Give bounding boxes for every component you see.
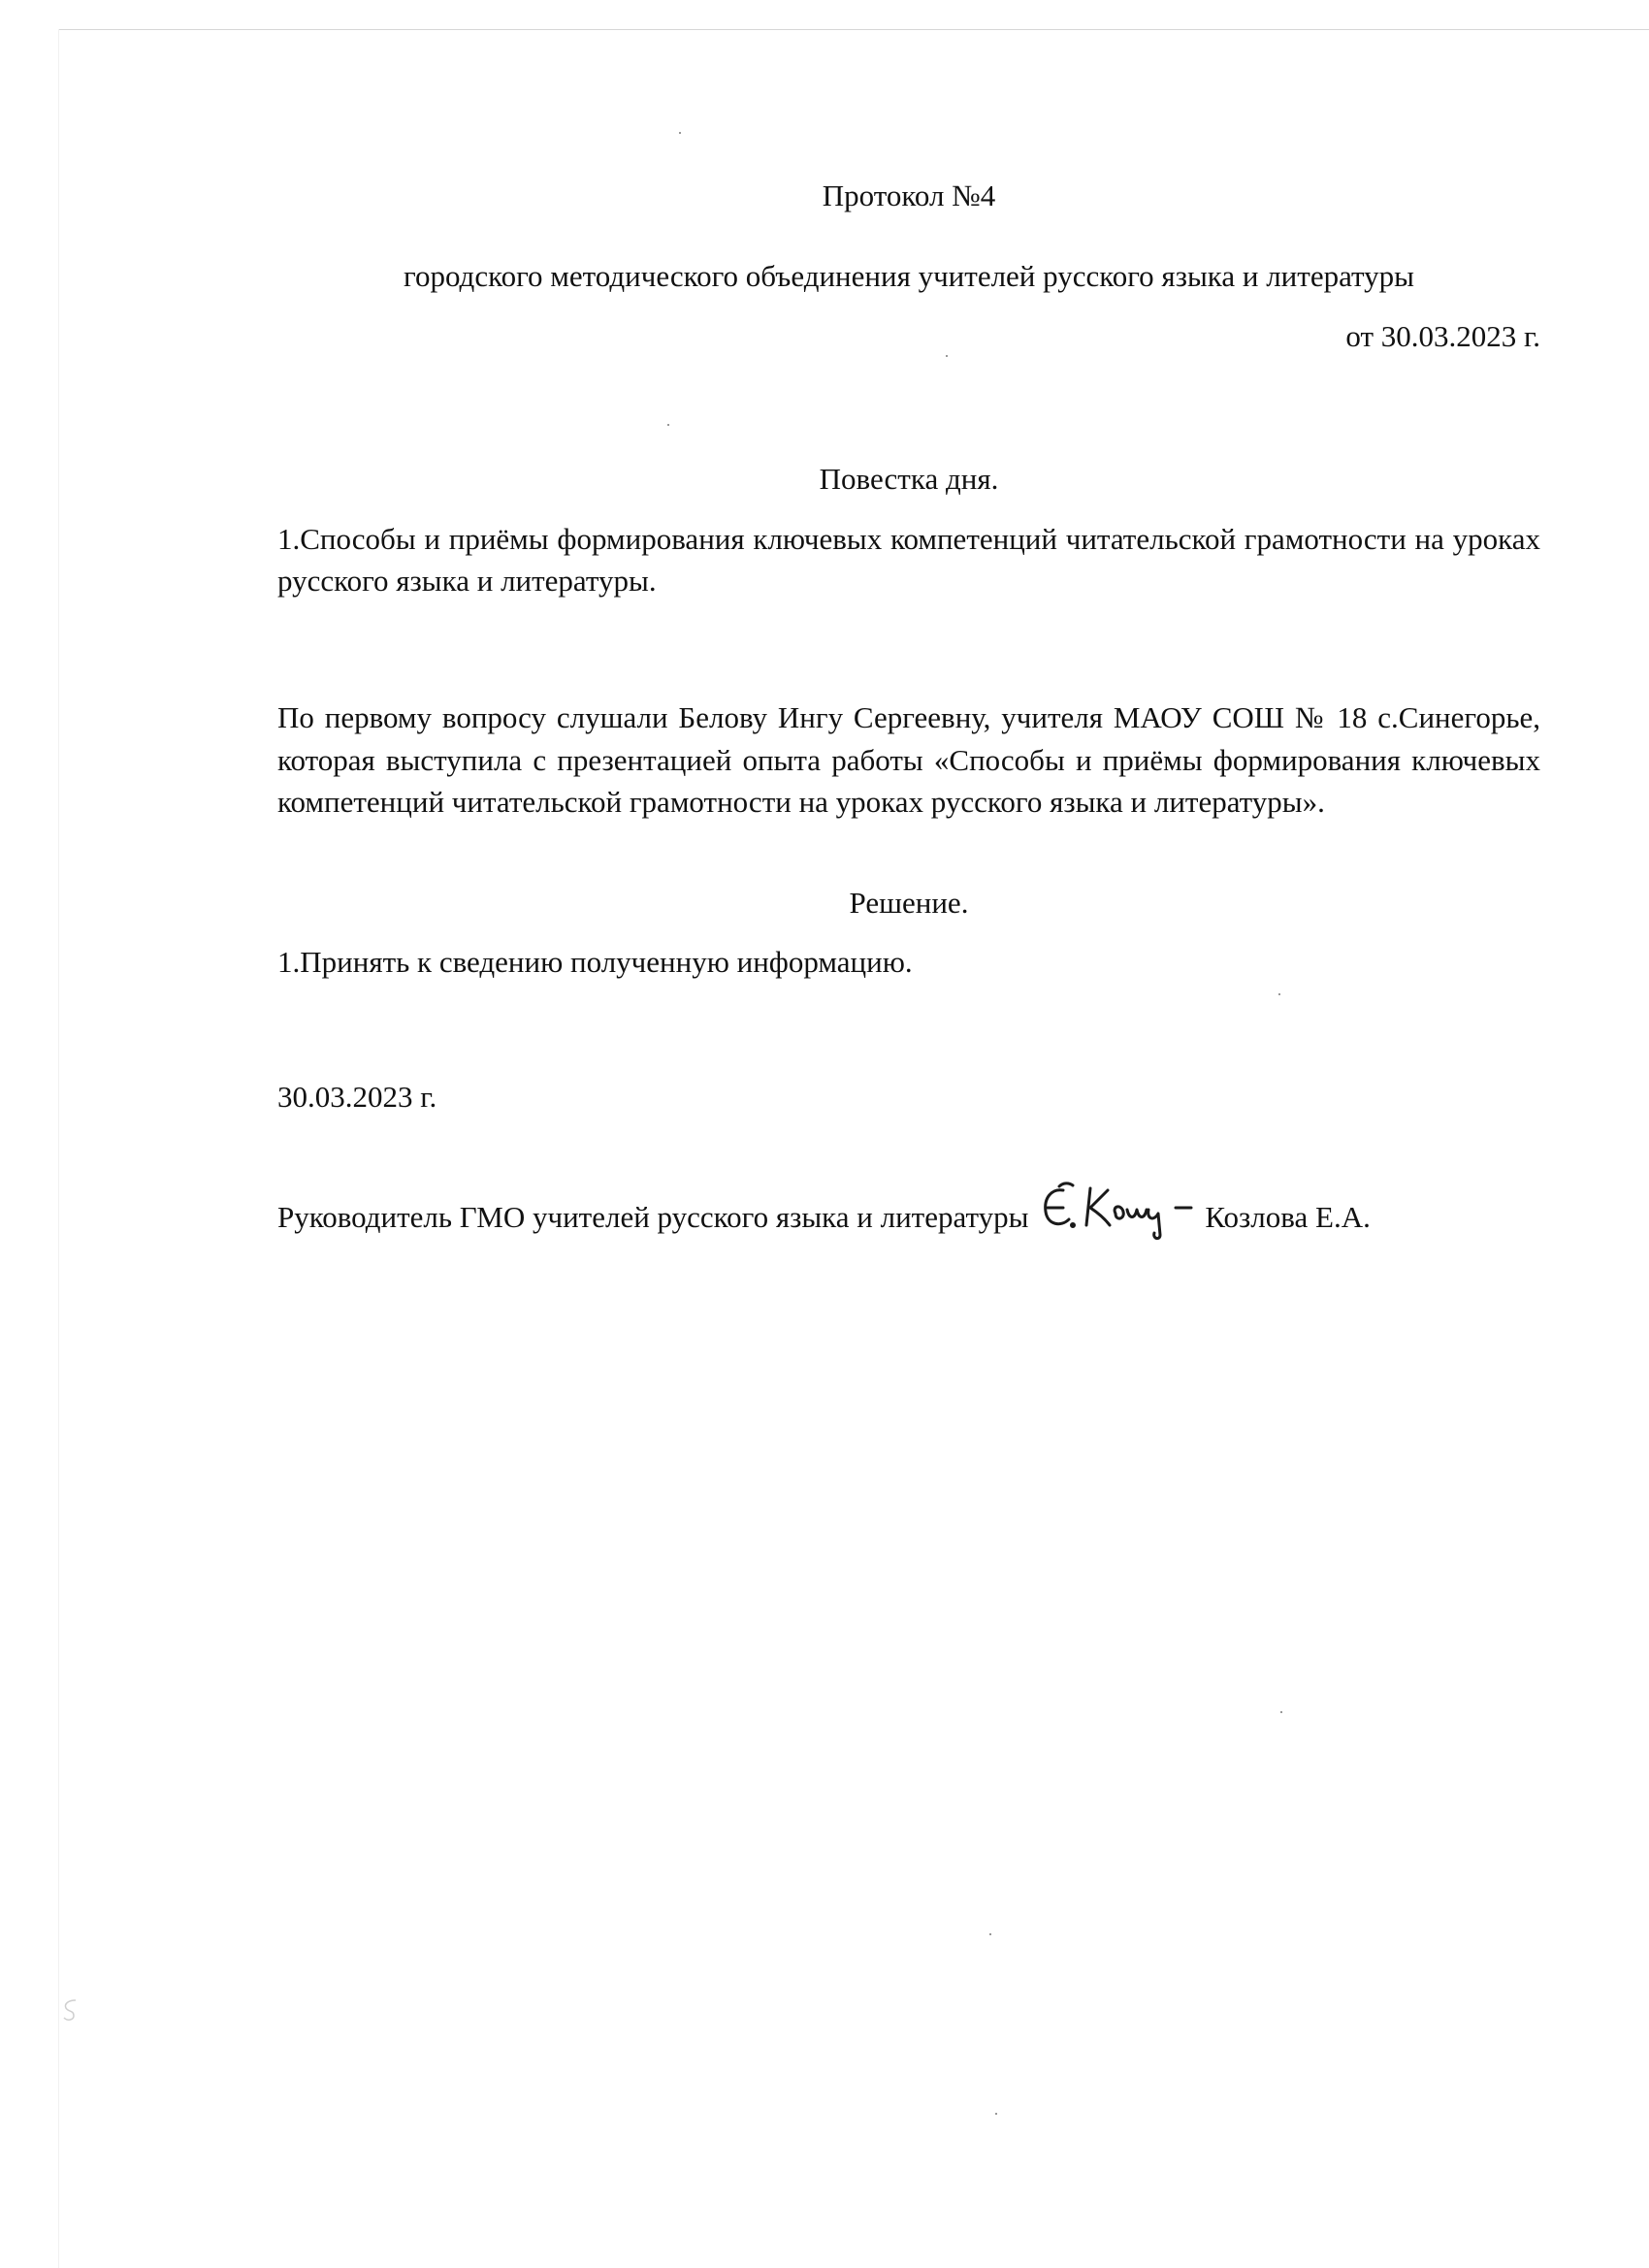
agenda-heading: Повестка дня. [819, 462, 999, 497]
document-subtitle: городского методического объединения учителей русского языка и литературы [404, 259, 1414, 294]
signatory-role: Руководитель ГМО учителей русского языка и литературы [277, 1199, 1029, 1234]
document-title: Протокол №4 [822, 178, 996, 212]
scan-edge-left [58, 29, 59, 2268]
scan-speck [1280, 1711, 1282, 1713]
heard-paragraph: По первому вопросу слушали Белову Ингу Сергеевну, учителя МАОУ СОШ № 18 с.Синегорье, которая выступила с презентацией опыта работы «Способы и приёмы формирования ключевых компетенций читательской грамотности на уроках русского языка и литературы». [277, 700, 1540, 820]
signatory-name: Козлова Е.А. [1205, 1199, 1371, 1234]
handwritten-signature [1034, 1177, 1197, 1241]
scan-speck [989, 1933, 991, 1935]
scan-speck [995, 2113, 997, 2115]
signature-line [277, 1194, 1540, 1241]
document-date: от 30.03.2023 г. [1345, 318, 1540, 353]
document-body [277, 175, 1540, 1241]
signature-date: 30.03.2023 г. [277, 1080, 437, 1115]
decision-heading: Решение. [849, 885, 969, 920]
margin-pencil-mark [60, 1996, 81, 2024]
scan-edge-top [58, 29, 1649, 30]
agenda-item: 1.Способы и приёмы формирования ключевых компетенций читательской грамотности на уроках русского языка и литературы. [277, 521, 1540, 598]
scan-speck [679, 132, 681, 134]
decision-item: 1.Принять к сведению полученную информацию. [277, 944, 913, 979]
